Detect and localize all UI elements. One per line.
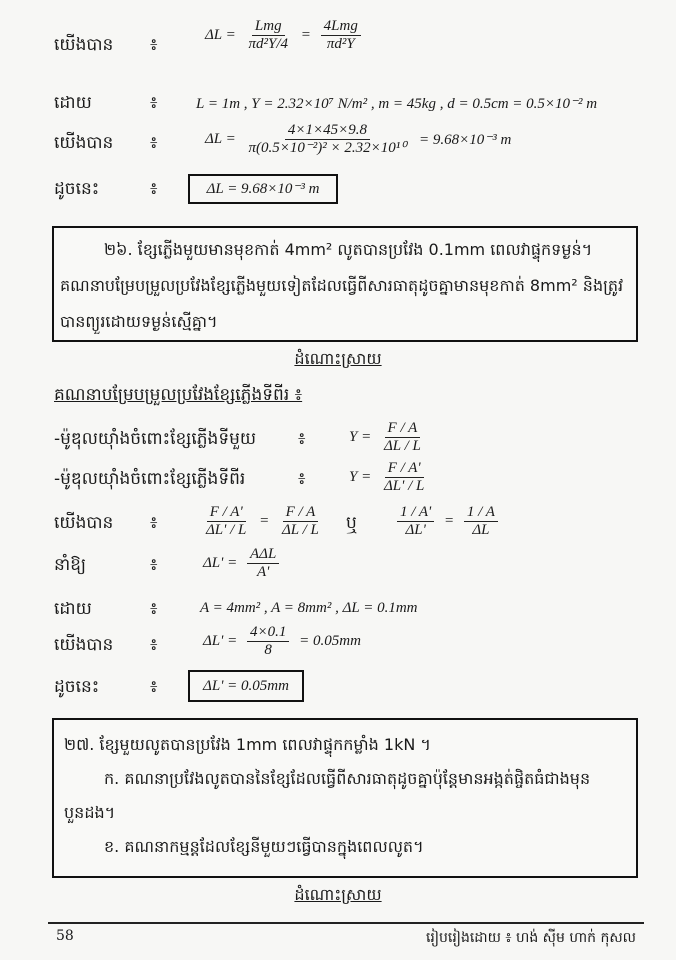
substitution: ΔL = $\frac{4\times 1\times 45\times 9.8}{\text{π(0.5×10⁻²)² × 2.32×10¹⁰}}$ = 9.68×10⁻³ m — [205, 122, 512, 156]
fraction: $\frac{4\times 0.1}{8}$ — [247, 624, 289, 659]
problem-27-part-b: ខ. គណនាកម្មន្តដែលខ្សែនីមួយៗធ្វើបានក្នុងពេលលូត។ — [104, 837, 424, 856]
fraction: $\frac{F / A}{\Delta L / L}$ — [282, 504, 319, 538]
fraction: $\frac{4\times 1\times 45\times 9.8}{\text{π(0.5×10⁻²)² × 2.32×10¹⁰}}$ — [248, 122, 407, 156]
formula-Y1: Y = $\frac{F / A}{\Delta L / L}$ — [346, 420, 427, 455]
label-yerngban: យើងបាន — [54, 133, 114, 153]
result-row: នាំឱ្យ ៖ ΔL' = $\frac{\text{AΔL}}{A'}$ — [0, 546, 676, 586]
answer-box — [188, 670, 304, 702]
formula-Y2: Y = $\frac{F / A'}{\Delta L' / L}$ — [346, 460, 430, 495]
fraction: $\frac{F / A}{\Delta L / L}$ — [383, 420, 421, 454]
footer-divider — [48, 922, 644, 924]
formula-deltaL-general: ΔL = $\frac{\text{Lmg}}{\text{πd²Y/4}}$ = $\frac{\text{4Lmg}}{\text{πd²Y}}$ — [202, 18, 364, 53]
substitution-row: យើងបាន ៖ ΔL' = $\frac{4\times 0.1}{8}$ = 0.05mm — [0, 624, 676, 666]
label-daoy: ដោយ — [54, 93, 92, 113]
answer-text: ΔL' = 0.05mm — [203, 678, 289, 694]
fraction: $\frac{F / A'}{\Delta L' / L}$ — [206, 504, 247, 538]
solution-heading: ដំណោះស្រាយ — [294, 349, 382, 368]
footer-author: រៀបរៀងដោយ ៖ ហង់ ស៊ីម ហាក់ កុសល — [425, 930, 636, 946]
equate-left: $\frac{F / A'}{\Delta L' / L}$ = $\frac{F / A}{\Delta L / L}$ — [200, 504, 325, 539]
problem-27-line1: ២៧. ខ្សែមួយលូតបានប្រវែង 1mm ពេលវាផ្ទុកកម្លាំង 1kN ។ — [64, 735, 431, 754]
youngs-modulus-2: -ម៉ូឌុលយ៉ាំងចំពោះខ្សែភ្លើងទីពីរ ៖ Y = $\frac{F / A'}{\Delta L' / L}$ — [0, 460, 676, 500]
or-text: ឬ — [346, 513, 357, 533]
subheading-text: គណនាបម្រែបម្រួលប្រវែងខ្សែភ្លើងទីពីរ ៖ — [54, 385, 303, 405]
fraction: $\frac{1 / A}{\Delta L}$ — [464, 504, 498, 539]
label-yerngban: យើងបាន — [54, 35, 114, 55]
substitution: ΔL' = $\frac{4\times 0.1}{8}$ = 0.05mm — [203, 624, 361, 658]
fraction: $\frac{\text{AΔL}}{A'}$ — [247, 546, 279, 581]
fraction: $\frac{F / A'}{\Delta L' / L}$ — [383, 460, 425, 494]
given-row: ដោយ ៖ A = 4mm² , A = 8mm² , ΔL = 0.1mm — [54, 599, 418, 619]
problem-26-text: ២៦. ខ្សែភ្លើងមួយមានមុខកាត់ 4mm² លូតបានប្រវែង 0.1mm ពេលវាផ្ទុកទម្ងន់។ គណនាបម្រែបម្រួលប្រវែងខ្សែភ្លើងមួយទៀតដែលធ្វើពីសារធាតុដូចគ្នាមានមុខកាត់ 8mm² និងត្រូវបានព្យួរដោយទម្ងន់ស្មើគ្នា។ — [60, 240, 624, 331]
fraction: $\frac{1 / A'}{\Delta L'}$ — [397, 504, 434, 539]
formula-row-2 — [0, 92, 676, 116]
colon: ៖ — [150, 179, 158, 199]
equate-row: យើងបាន ៖ $\frac{F / A'}{\Delta L' / L}$ = $\frac{F / A}{\Delta L / L}$ ឬ $\frac{1 / A'}{\Delta L'}$ = $\frac{1 / A}{\Delta L}$ — [0, 504, 676, 544]
formula-row-1 — [0, 18, 676, 88]
formula-deltaL-prime: ΔL' = $\frac{\text{AΔL}}{A'}$ — [200, 546, 282, 581]
problem-26-box — [52, 226, 638, 342]
youngs-modulus-1: -ម៉ូឌុលយ៉ាំងចំពោះខ្សែភ្លើងទីមួយ ៖ Y = $\frac{F / A}{\Delta L / L}$ — [0, 420, 676, 460]
colon: ៖ — [150, 133, 158, 153]
subheading — [0, 384, 676, 408]
answer-text: ΔL = 9.68×10⁻³ m — [206, 181, 320, 197]
problem-27-box — [52, 718, 638, 878]
answer-row: ដូចនេះ ៖ ΔL' = 0.05mm — [0, 670, 676, 702]
colon: ៖ — [150, 35, 158, 55]
fraction: $\frac{\text{4Lmg}}{\text{πd²Y}}$ — [321, 18, 361, 53]
equate-right: $\frac{1 / A'}{\Delta L'}$ = $\frac{1 / A}{\Delta L}$ — [394, 504, 501, 539]
formula-row-4 — [0, 174, 676, 204]
given-values: L = 1m , Y = 2.32×10⁷ N/m² , m = 45kg , d = 0.5cm = 0.5×10⁻² m — [196, 96, 598, 112]
fraction: $\frac{\text{Lmg}}{\text{πd²Y/4}}$ — [248, 18, 289, 52]
colon: ៖ — [150, 93, 158, 113]
solution-heading-2: ដំណោះស្រាយ — [294, 885, 382, 904]
problem-27-part-a-cont: បួនដង។ — [64, 803, 116, 822]
given-values: A = 4mm² , A = 8mm² , ΔL = 0.1mm — [200, 600, 418, 616]
label-dochneh: ដូចនេះ — [54, 179, 100, 199]
page-number: 58 — [56, 928, 74, 944]
problem-27-part-a: ក. គណនាប្រវែងលូតបាននៃខ្សែដែលធ្វើពីសារធាតុដូចគ្នាប៉ុន្តែមានអង្កត់ផ្ចិតធំជាងមុន — [104, 769, 591, 788]
formula-row-3 — [0, 122, 676, 166]
answer-box — [188, 174, 338, 204]
